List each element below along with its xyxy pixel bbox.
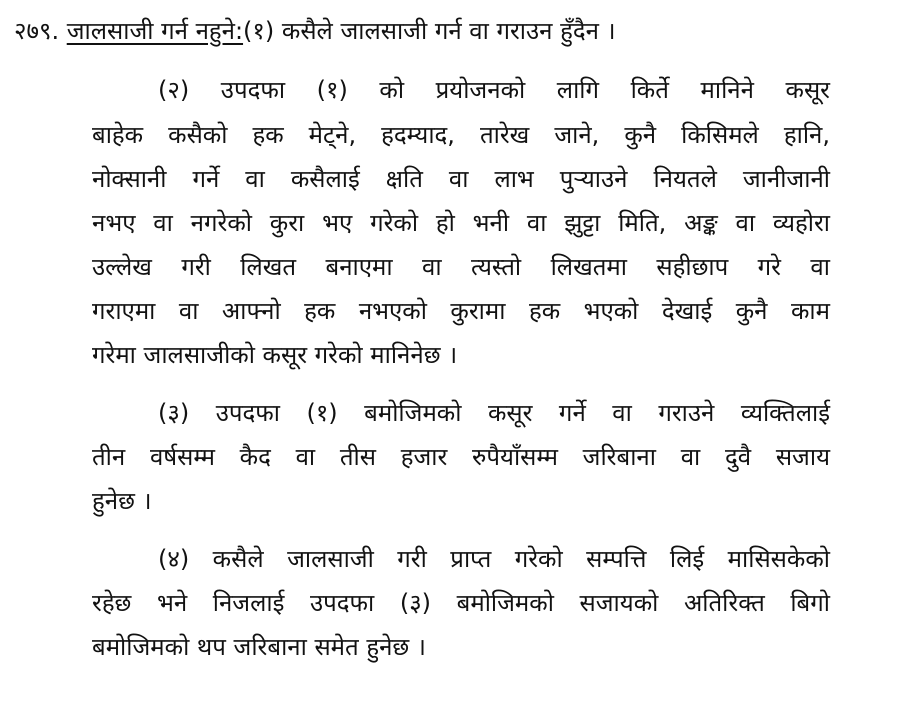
- section-number: २७९.: [14, 17, 60, 45]
- paragraph-2-line-5: उल्लेख गरी लिखत बनाएमा वा त्यस्तो लिखतमा सहीछाप गरे वा: [92, 253, 830, 281]
- paragraph-2-line-2: बाहेक कसैको हक मेट्ने, हदम्याद, तारेख जाने, कुनै किसिमले हानि,: [92, 121, 830, 149]
- paragraph-2-line-4: नभए वा नगरेको कुरा भए गरेको हो भनी वा झुट्टा मिति, अङ्क वा व्यहोरा: [92, 209, 830, 237]
- paragraph-3-line-3: हुनेछ ।: [92, 487, 152, 515]
- paragraph-4-line-3: बमोजिमको थप जरिबाना समेत हुनेछ ।: [92, 633, 426, 661]
- paragraph-2-line-1: (२) उपदफा (१) को प्रयोजनको लागि किर्ते मानिने कसूर: [158, 76, 830, 104]
- section-first-clause: (१) कसैले जालसाजी गर्न वा गराउन हुँदैन ।: [243, 17, 616, 45]
- paragraph-4-line-2: रहेछ भने निजलाई उपदफा (३) बमोजिमको सजायको अतिरिक्त बिगो: [92, 589, 830, 617]
- section-title: जालसाजी गर्न नहुने:: [66, 17, 244, 45]
- paragraph-4-line-1: (४) कसैले जालसाजी गरी प्राप्त गरेको सम्पत्ति लिई मासिसकेको: [158, 545, 830, 573]
- paragraph-2-line-6: गराएमा वा आफ्नो हक नभएको कुरामा हक भएको देखाई कुनै काम: [92, 297, 830, 325]
- paragraph-2-line-3: नोक्सानी गर्ने वा कसैलाई क्षति वा लाभ पुऱ्याउने नियतले जानीजानी: [92, 165, 830, 193]
- paragraph-3-line-1: (३) उपदफा (१) बमोजिमको कसूर गर्ने वा गराउने व्यक्तिलाई: [158, 399, 830, 427]
- paragraph-3-line-2: तीन वर्षसम्म कैद वा तीस हजार रुपैयाँसम्म जरिबाना वा दुवै सजाय: [92, 443, 830, 471]
- paragraph-2-line-7: गरेमा जालसाजीको कसूर गरेको मानिनेछ ।: [92, 341, 458, 369]
- section-heading: [14, 14, 616, 48]
